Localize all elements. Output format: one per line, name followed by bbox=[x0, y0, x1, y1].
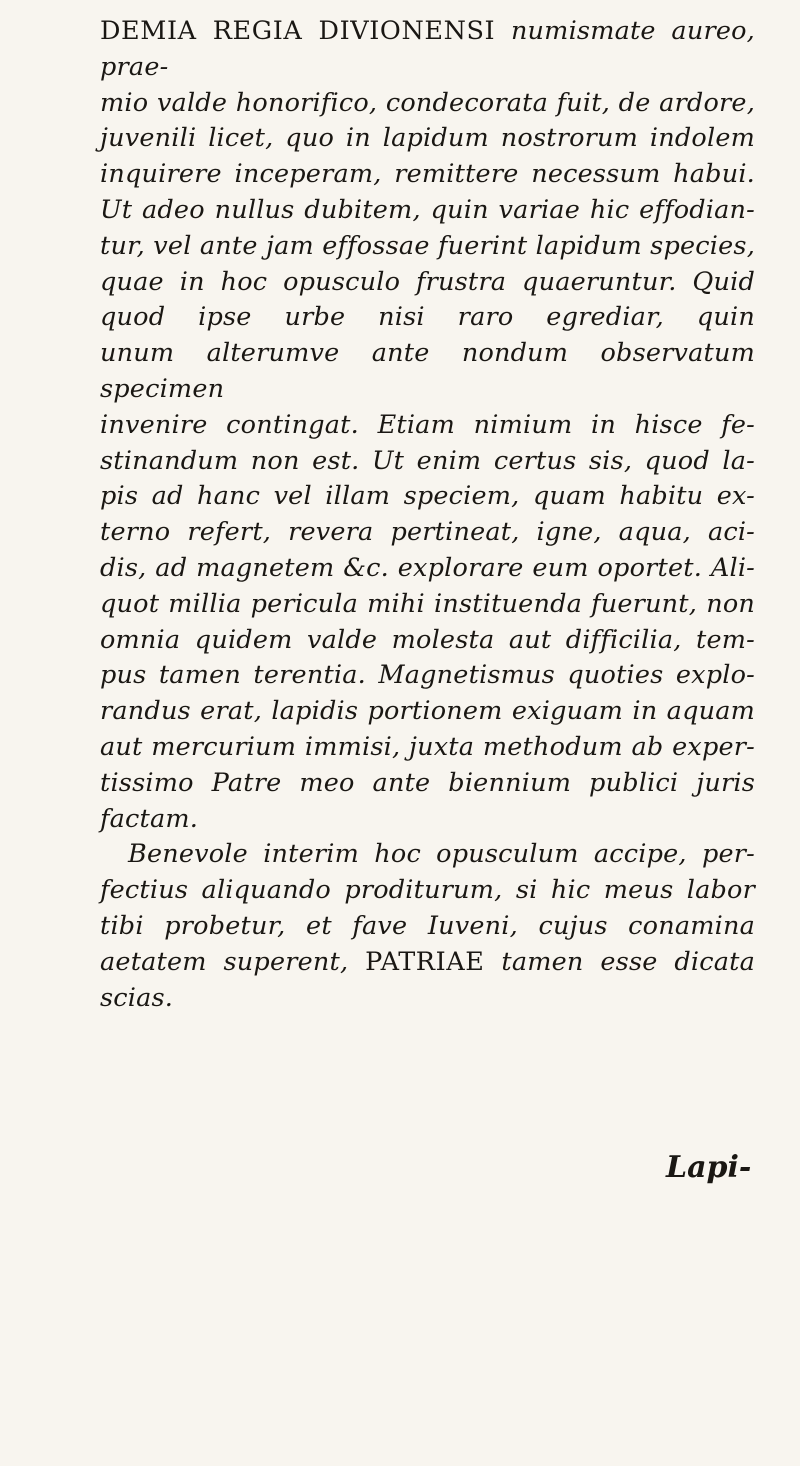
text-line: pis ad hanc vel illam speciem, quam habitu ex- bbox=[100, 481, 755, 512]
paragraph-2-line: tibi probetur, et fave Iuveni, cujus conamina bbox=[100, 910, 755, 941]
text-line: quot millia pericula mihi instituenda fuerunt, non bbox=[100, 588, 755, 619]
first-line-rest: numismate aureo, prae- bbox=[100, 16, 755, 82]
text-line: quae in hoc opusculo frustra quaeruntur. Quid bbox=[100, 266, 755, 297]
text-line: omnia quidem valde molesta aut difficilia, tem- bbox=[100, 624, 755, 655]
final-line-before: aetatem superent, bbox=[100, 946, 349, 977]
paragraph-2-line: Benevole interim hoc opusculum accipe, per- bbox=[128, 839, 755, 870]
paragraph-2-line: fectius aliquando proditurum, si hic meus labor bbox=[100, 875, 755, 906]
text-line: inquirere inceperam, remittere necessum habui. bbox=[100, 159, 755, 190]
final-line bbox=[100, 945, 755, 1017]
text-line-1 bbox=[100, 14, 755, 86]
final-line-after: tamen esse dicata scias. bbox=[100, 946, 755, 1013]
text-line: quod ipse urbe nisi raro egrediar, quin bbox=[100, 302, 755, 333]
text-line: Ut adeo nullus dubitem, quin variae hic effodian- bbox=[100, 194, 755, 225]
text-line: juvenili licet, quo in lapidum nostrorum indolem bbox=[100, 123, 755, 154]
text-line: randus erat, lapidis portionem exiguam in aquam bbox=[100, 696, 755, 727]
text-line: mio valde honorifico, condecorata fuit, de ardore, bbox=[100, 87, 755, 118]
text-line: stinandum non est. Ut enim certus sis, quod la- bbox=[100, 445, 755, 476]
text-line: pus tamen terentia. Magnetismus quoties explo- bbox=[100, 660, 755, 691]
text-line: unum alterumve ante nondum observatum specimen bbox=[100, 338, 755, 404]
text-line: tissimo Patre meo ante biennium publici juris bbox=[100, 767, 755, 798]
text-line: factam. bbox=[100, 803, 199, 834]
small-caps-patriae: PATRIAE bbox=[365, 946, 485, 977]
text-line: dis, ad magnetem &c. explorare eum oportet. Ali- bbox=[100, 552, 755, 583]
catchword: Lapi- bbox=[666, 1150, 752, 1185]
text-line: invenire contingat. Etiam nimium in hisce fe- bbox=[100, 409, 755, 440]
text-line: aut mercurium immisi, juxta methodum ab exper- bbox=[100, 731, 755, 762]
text-line: terno refert, revera pertineat, igne, aqua, aci- bbox=[100, 517, 755, 548]
body-text bbox=[100, 14, 755, 1016]
small-caps-heading: DEMIA REGIA DIVIONENSI bbox=[100, 16, 496, 46]
text-line: tur, vel ante jam effossae fuerint lapidum species, bbox=[100, 230, 755, 261]
